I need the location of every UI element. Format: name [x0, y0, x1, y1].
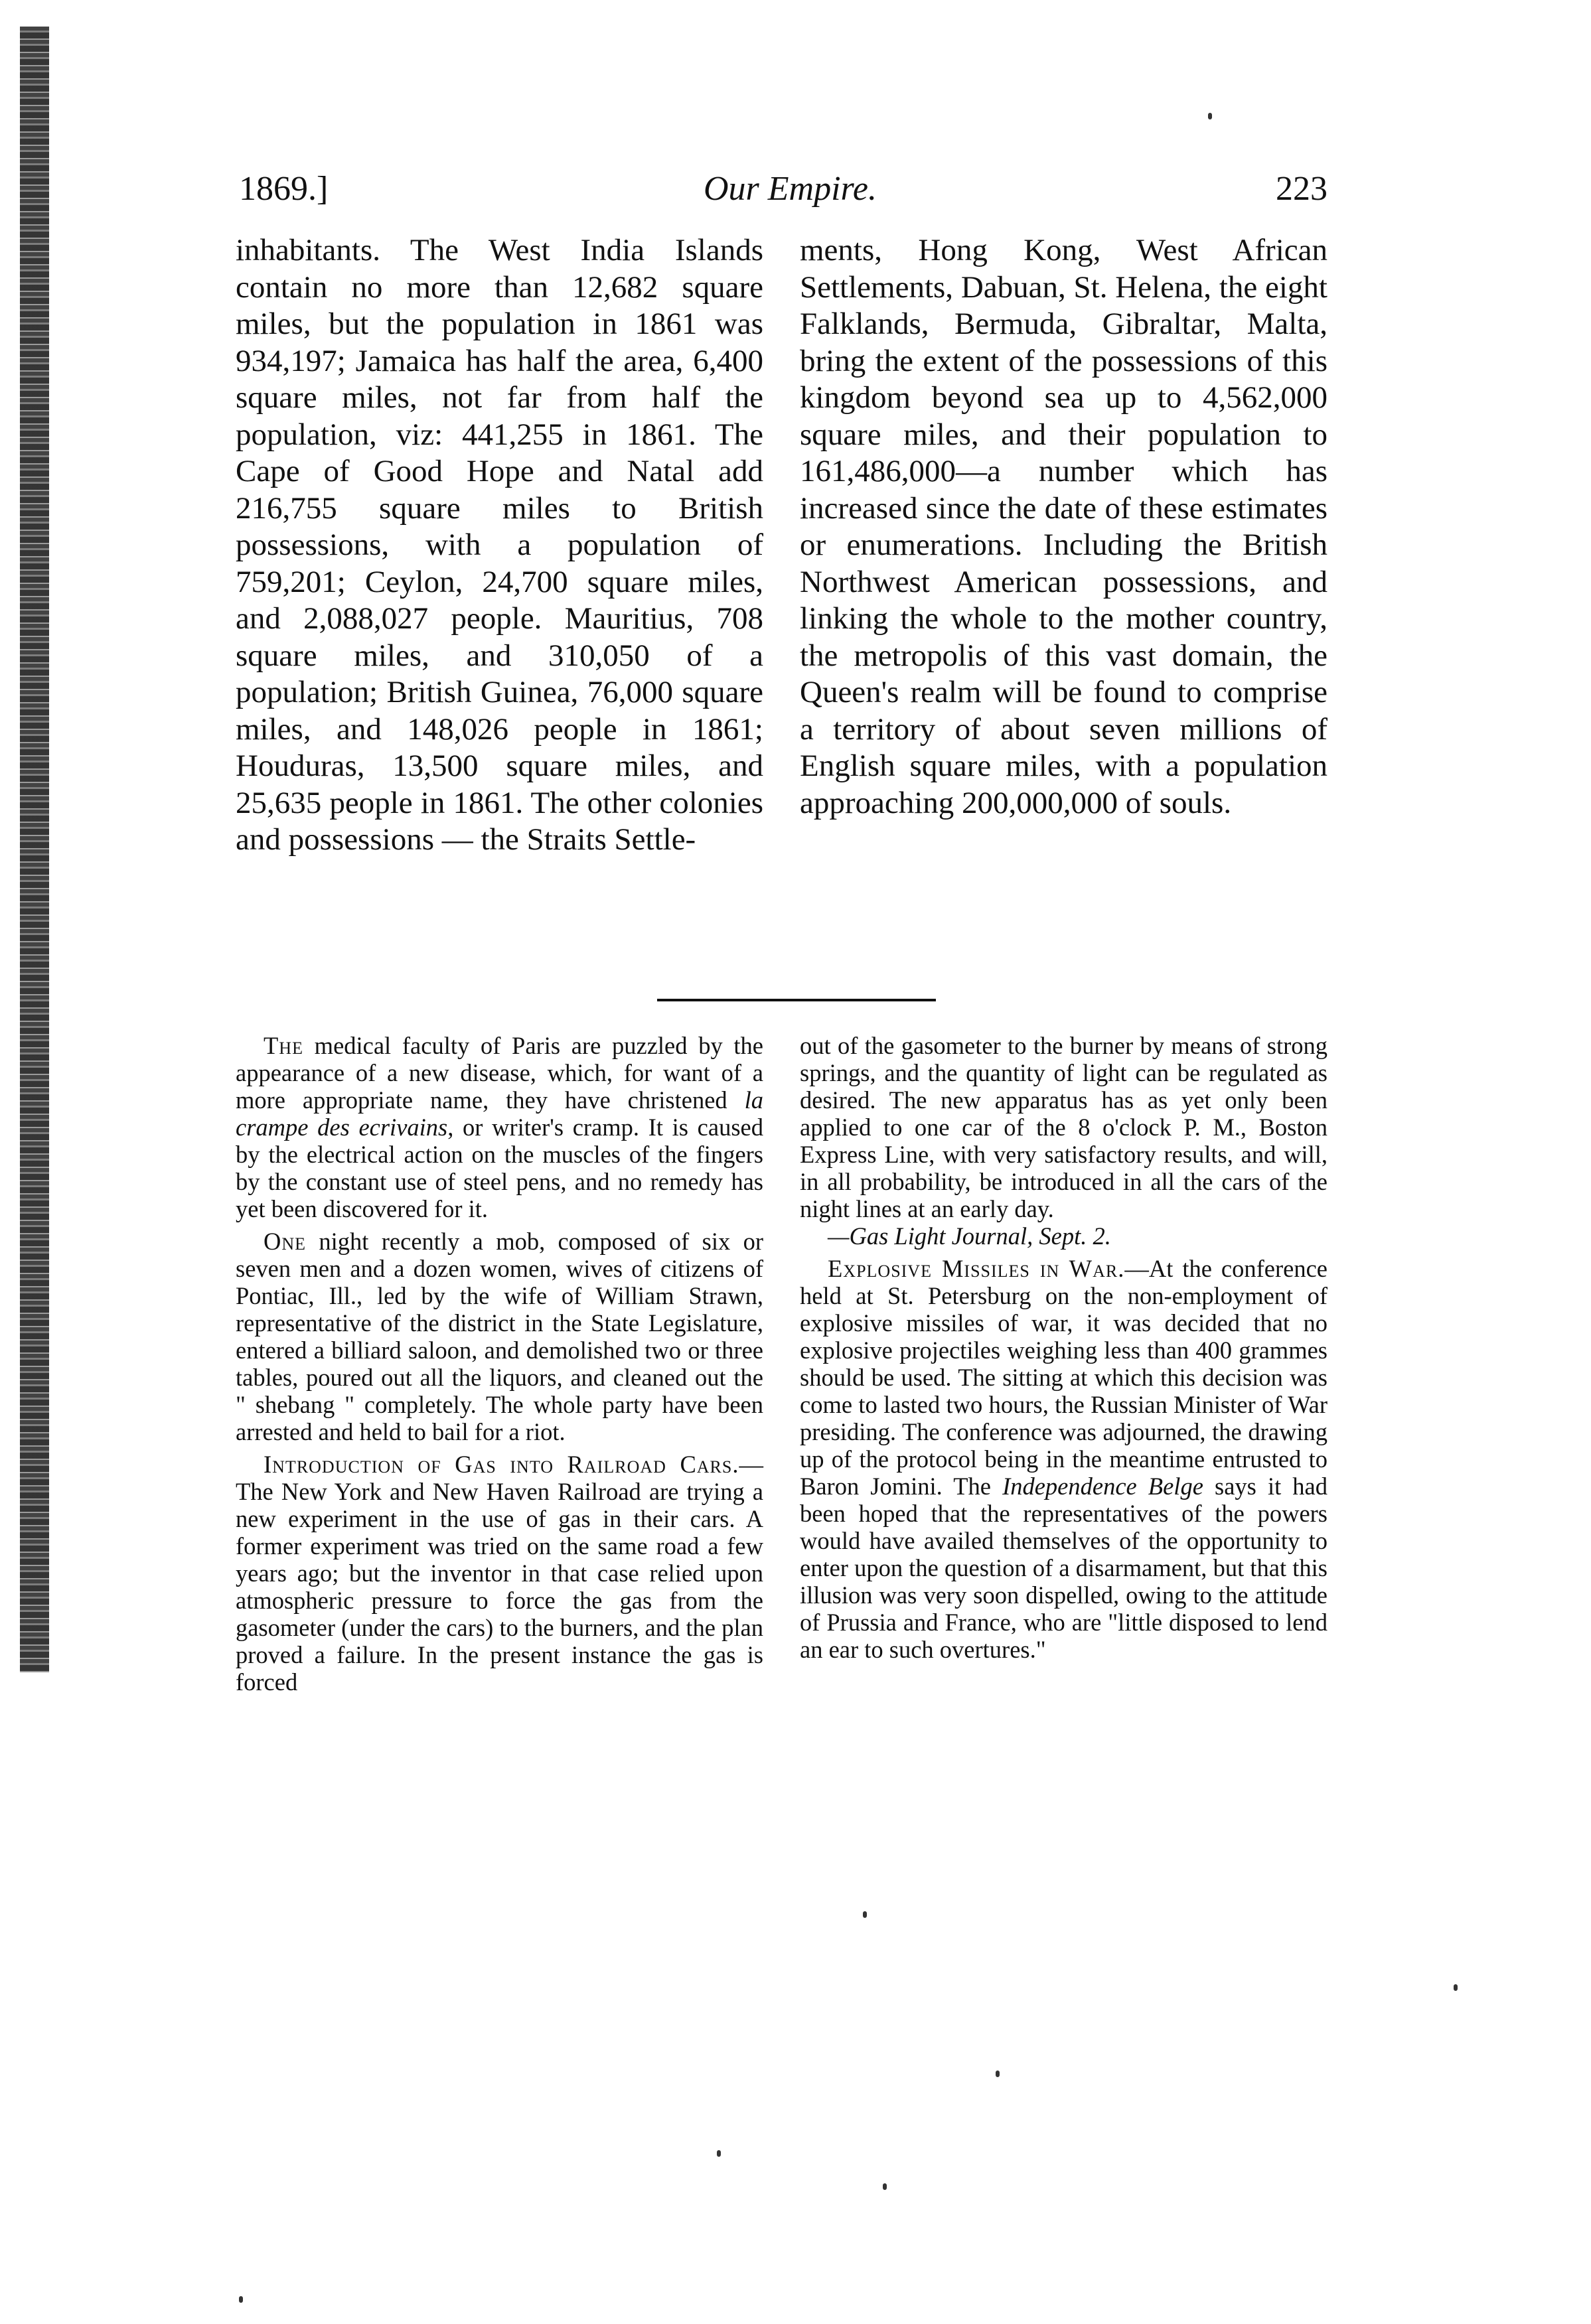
- bottom-right-column: [800, 1032, 1327, 1668]
- item-text: medical faculty of Paris are puzzled by the appearance of a new disease, which, for want of a more appropriate name, they have christened: [236, 1032, 763, 1114]
- print-speck: [863, 1911, 867, 1918]
- print-speck: [239, 2296, 243, 2303]
- page-number: 223: [1276, 170, 1327, 208]
- bottom-left-column: [236, 1032, 763, 1701]
- item-writers-cramp: [236, 1032, 763, 1222]
- item-pontiac-mob: [236, 1228, 763, 1445]
- print-speck: [1454, 1984, 1458, 1991]
- print-speck: [1208, 113, 1212, 119]
- print-speck: [717, 2150, 721, 2157]
- item-gas-railroad-continued: [800, 1032, 1327, 1250]
- item-newspaper: Independence Belge: [1002, 1473, 1203, 1500]
- item-explosive-missiles: [800, 1255, 1327, 1663]
- item-lead: One: [264, 1228, 307, 1255]
- item-gas-railroad: [236, 1451, 763, 1696]
- top-article-right-column: ments, Hong Kong, West African Settlements, Dabuan, St. Helena, the eight Falklands, Bermuda, Gibraltar, Malta, bring the extent of the possessions of this kingdom beyond sea up to 4,562,000 square miles, and their population to 161,486,000—a number which has increased since the date of these estimates or enumerations. Including the British Northwest American possessions, and linking the whole to the mother country, the metropolis of this vast domain, the Queen's realm will be found to comprise a territory of about seven millions of English square miles, with a population approaching 200,000,000 of souls.: [800, 233, 1327, 820]
- print-speck: [996, 2070, 1000, 2077]
- item-text: —The New York and New Haven Railroad are trying a new experiment in the use of gas in their cars. A former experiment was tried on the same road a few years ago; but the inventor in that case relied upon atmospheric pressure to force the gas from the gasometer (under the cars) to the burners, and the plan proved a failure. In the present instance the gas is forced: [236, 1451, 763, 1696]
- item-heading: Introduction of Gas into Railroad Cars.: [264, 1451, 739, 1478]
- item-heading: Explosive Missiles in War.: [828, 1255, 1125, 1282]
- binding-edge: [20, 27, 49, 1672]
- print-speck: [883, 2183, 887, 2190]
- item-text: out of the gasometer to the burner by means of strong springs, and the quantity of light can be regulated as desired. The new apparatus has as yet only been applied to one car of the 8 o'clock P. M., Boston Express Line, with very satisfactory results, and will, in all probability, be introduced in all the cars of the night lines at an early day.: [800, 1032, 1327, 1222]
- item-term: la crampe des ecrivains: [236, 1086, 763, 1141]
- item-text: , or writer's cramp. It is caused by the electrical action on the muscles of the fingers by the constant use of steel pens, and no remedy has yet been discovered for it.: [236, 1114, 763, 1222]
- running-header: [239, 169, 1327, 222]
- header-year: 1869.]: [239, 170, 329, 208]
- item-source: —Gas Light Journal, Sept. 2.: [828, 1222, 1111, 1250]
- item-lead: The: [264, 1032, 303, 1059]
- section-divider: [657, 999, 936, 1001]
- item-text: —At the conference held at St. Petersburg on the non-employment of explosive missiles of war, it was decided that no explosive projectiles weighing less than 400 grammes should be used. The sitting at which this decision was come to lasted two hours, the Russian Minister of War presiding. The conference was adjourned, the drawing up of the protocol being in the meantime entrusted to Baron Jomini. The: [800, 1255, 1327, 1500]
- top-article-left-column: inhabitants. The West India Islands contain no more than 12,682 square miles, but the population in 1861 was 934,197; Jamaica has half the area, 6,400 square miles, not far from half the population, viz: 441,255 in 1861. The Cape of Good Hope and Natal add 216,755 square miles to British possessions, with a population of 759,201; Ceylon, 24,700 square miles, and 2,088,027 people. Mauritius, 708 square miles, and 310,050 of a population; British Guinea, 76,000 square miles, and 148,026 people in 1861; Houduras, 13,500 square miles, and 25,635 people in 1861. The other colonies and possessions — the Straits Settle-: [236, 233, 763, 857]
- item-text: says it had been hoped that the representatives of the powers would have availed themselves of the opportunity to enter upon the question of a disarmament, but that this illusion was very soon dispelled, owing to the attitude of Prussia and France, who are "little disposed to lend an ear to such overtures.": [800, 1473, 1328, 1663]
- header-title: Our Empire.: [704, 170, 877, 208]
- item-text: night recently a mob, composed of six or seven men and a dozen women, wives of citizens of Pontiac, Ill., led by the wife of William Strawn, representative of the district in the State Legislature, entered a billiard saloon, and demolished two or three tables, poured out all the liquors, and cleaned out the " shebang " completely. The whole party have been arrested and held to bail for a riot.: [236, 1228, 763, 1445]
